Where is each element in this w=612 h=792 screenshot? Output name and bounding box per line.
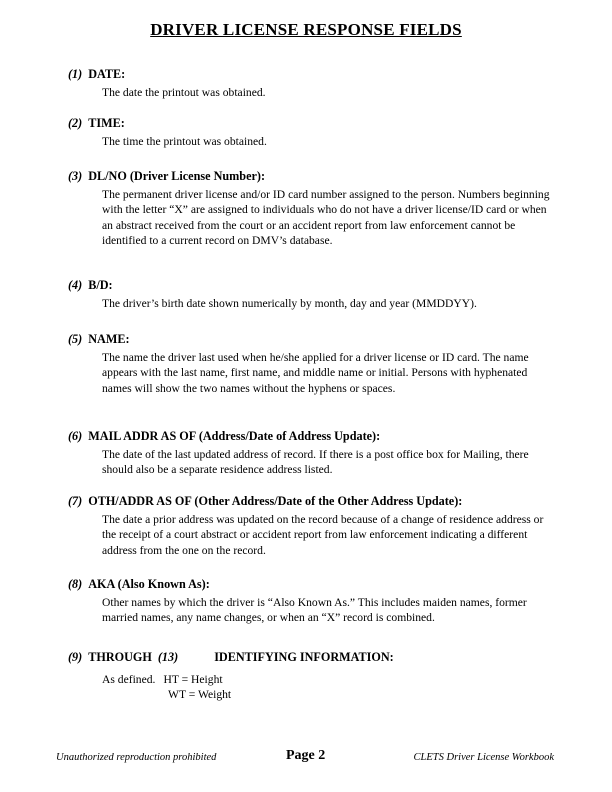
field-label: AKA (Also Known As): [88,577,210,591]
field-heading [68,169,558,184]
field-description: Other names by which the driver is “Also Known As.” This includes maiden names, former married names, any name changes, or when an “X” record is combined. [102,596,527,625]
field-heading [68,650,558,665]
field-description: The permanent driver license and/or ID card number assigned to the person. Numbers beginning with the letter “X” are assigned to individuals who do not have a driver license/ID card or when an abstract received from the court or an accident report from law enforcement cannot be identified to a current record on DMV’s database. [102,188,550,248]
field-through: THROUGH [88,650,152,664]
field-name [68,332,558,396]
field-label: DL/NO (Driver License Number): [88,169,266,183]
field-time [68,116,558,149]
field-heading [68,116,558,131]
page-footer [0,748,612,768]
field-description: The date the printout was obtained. [102,86,266,99]
field-description: The time the printout was obtained. [102,135,267,148]
field-label: TIME: [88,116,125,130]
field-number: (7) [68,494,83,508]
field-oth-addr [68,494,558,558]
field-identifying-info [68,650,558,665]
identifying-definitions [102,672,231,703]
field-label: DATE: [88,67,126,81]
field-heading [68,332,558,347]
field-description: The driver’s birth date shown numerically by month, day and year (MMDDYY). [102,297,477,310]
field-label: NAME: [88,332,130,346]
weight-definition: WT = Weight [168,688,232,702]
field-heading [68,429,558,444]
field-label: MAIL ADDR AS OF (Address/Date of Address Update): [88,429,381,443]
field-number: (8) [68,577,83,591]
field-heading [68,67,558,82]
field-number: (4) [68,278,83,292]
field-number: (1) [68,67,83,81]
field-number: (2) [68,116,83,130]
footer-workbook-title: CLETS Driver License Workbook [413,752,554,763]
field-heading [68,577,558,592]
field-description: The date a prior address was updated on the record because of a change of residence address or the receipt of a court abstract or accident report from law enforcement indicating a different address from the one on the record. [102,513,544,557]
field-description: The date of the last updated address of record. If there is a post office box for Mailing, there should also be a separate residence address listed. [102,448,529,477]
field-number: (5) [68,332,83,346]
field-number: (6) [68,429,83,443]
height-definition: HT = Height [163,673,223,686]
page-number: Page 2 [286,748,326,763]
field-mail-addr [68,429,558,478]
page-title: DRIVER LICENSE RESPONSE FIELDS [150,20,462,39]
footer-notice: Unauthorized reproduction prohibited [56,752,217,763]
field-number-end: (13) [157,650,179,664]
field-label: IDENTIFYING INFORMATION: [214,650,394,664]
field-description: The name the driver last used when he/she applied for a driver license or ID card. The name appears with the last name, first name, and middle name or initial. Persons with hyphenated names will show the two names without the hyphens or spaces. [102,351,529,395]
field-aka [68,577,558,626]
field-birth-date [68,278,558,311]
field-heading [68,494,558,509]
field-label: B/D: [88,278,113,292]
field-dl-no [68,169,558,249]
field-number: (9) [68,650,83,664]
field-heading [68,278,558,293]
field-number: (3) [68,169,83,183]
field-date [68,67,558,100]
as-defined-text: As defined. [102,673,156,686]
field-label: OTH/ADDR AS OF (Other Address/Date of the Other Address Update): [88,494,463,508]
